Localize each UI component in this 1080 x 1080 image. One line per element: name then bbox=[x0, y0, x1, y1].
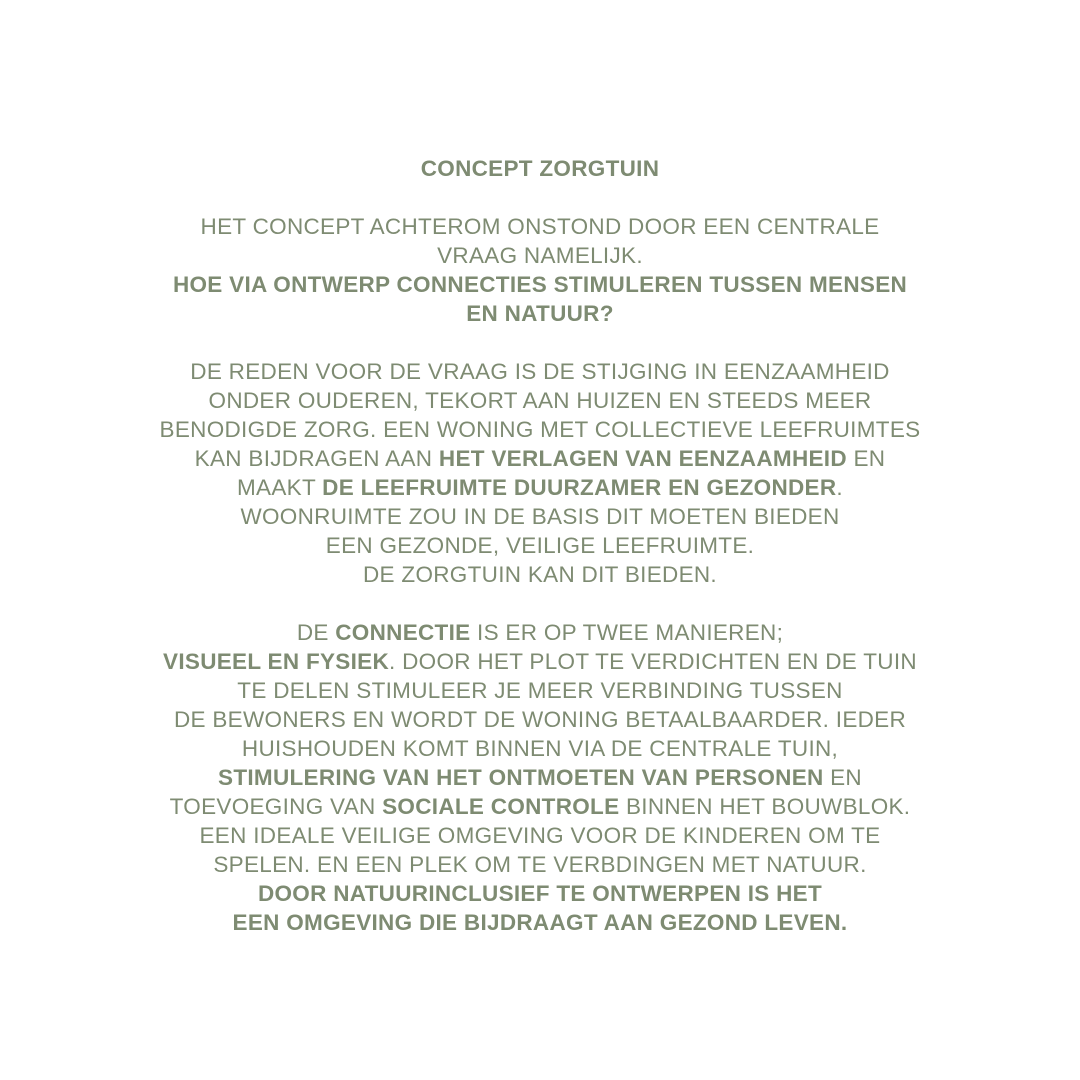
text-segment: . bbox=[836, 475, 843, 500]
reason-line: DE ZORGTUIN KAN DIT BIEDEN. bbox=[363, 562, 717, 587]
reason-line: BENODIGDE ZORG. EEN WONING MET COLLECTIEVE LEEFRUIMTES bbox=[159, 417, 921, 442]
text-segment: IS ER OP TWEE MANIEREN; bbox=[470, 620, 784, 645]
reason-line: DE REDEN VOOR DE VRAAG IS DE STIJGING IN EENZAAMHEID bbox=[190, 359, 890, 384]
reason-line bbox=[0, 473, 1080, 502]
spacer bbox=[0, 328, 1080, 357]
emphasis: STIMULERING VAN HET ONTMOETEN VAN PERSONEN bbox=[218, 765, 824, 790]
page-title: CONCEPT ZORGTUIN bbox=[420, 156, 660, 181]
emphasis: HET VERLAGEN VAN EENZAAMHEID bbox=[438, 446, 847, 471]
connection-paragraph bbox=[0, 618, 1080, 937]
connection-line bbox=[0, 647, 1080, 676]
connection-line: DE BEWONERS EN WORDT DE WONING BETAALBAARDER. IEDER bbox=[173, 707, 907, 732]
connection-line bbox=[0, 792, 1080, 821]
text-segment: MAAKT bbox=[237, 475, 323, 500]
connection-line: EEN IDEALE VEILIGE OMGEVING VOOR DE KINDEREN OM TE bbox=[199, 823, 881, 848]
text-segment: EN bbox=[823, 765, 862, 790]
reason-line: EEN GEZONDE, VEILIGE LEEFRUIMTE. bbox=[325, 533, 755, 558]
reason-line bbox=[0, 444, 1080, 473]
reason-line: WOONRUIMTE ZOU IN DE BASIS DIT MOETEN BIEDEN bbox=[240, 504, 840, 529]
intro-line: VRAAG NAMELIJK. bbox=[437, 243, 643, 268]
central-question: HOE VIA ONTWERP CONNECTIES STIMULEREN TUSSEN MENSEN bbox=[172, 272, 908, 297]
central-question: EN NATUUR? bbox=[466, 301, 614, 326]
emphasis: CONNECTIE bbox=[335, 620, 471, 645]
concept-text-block bbox=[0, 154, 1080, 937]
text-segment: BINNEN HET BOUWBLOK. bbox=[619, 794, 911, 819]
connection-line: TE DELEN STIMULEER JE MEER VERBINDING TUSSEN bbox=[237, 678, 843, 703]
intro-paragraph bbox=[0, 212, 1080, 328]
text-segment: KAN BIJDRAGEN AAN bbox=[194, 446, 439, 471]
text-segment: EN bbox=[846, 446, 886, 471]
spacer bbox=[0, 183, 1080, 212]
intro-line: HET CONCEPT ACHTEROM ONSTOND DOOR EEN CENTRALE bbox=[200, 214, 880, 239]
connection-line bbox=[0, 763, 1080, 792]
closing-statement: DOOR NATUURINCLUSIEF TE ONTWERPEN IS HET bbox=[257, 881, 823, 906]
spacer bbox=[0, 589, 1080, 618]
emphasis: VISUEEL EN FYSIEK bbox=[163, 649, 390, 674]
reason-line: ONDER OUDEREN, TEKORT AAN HUIZEN EN STEEDS MEER bbox=[208, 388, 872, 413]
text-segment: TOEVOEGING VAN bbox=[169, 794, 383, 819]
connection-line: SPELEN. EN EEN PLEK OM TE VERBDINGEN MET NATUUR. bbox=[213, 852, 867, 877]
connection-line bbox=[0, 618, 1080, 647]
text-segment: DE bbox=[296, 620, 336, 645]
text-segment: . DOOR HET PLOT TE VERDICHTEN EN DE TUIN bbox=[389, 649, 917, 674]
connection-line: HUISHOUDEN KOMT BINNEN VIA DE CENTRALE TUIN, bbox=[241, 736, 839, 761]
closing-statement: EEN OMGEVING DIE BIJDRAAGT AAN GEZOND LEVEN. bbox=[232, 910, 848, 935]
emphasis: DE LEEFRUIMTE DUURZAMER EN GEZONDER bbox=[322, 475, 837, 500]
emphasis: SOCIALE CONTROLE bbox=[382, 794, 620, 819]
reason-paragraph bbox=[0, 357, 1080, 589]
